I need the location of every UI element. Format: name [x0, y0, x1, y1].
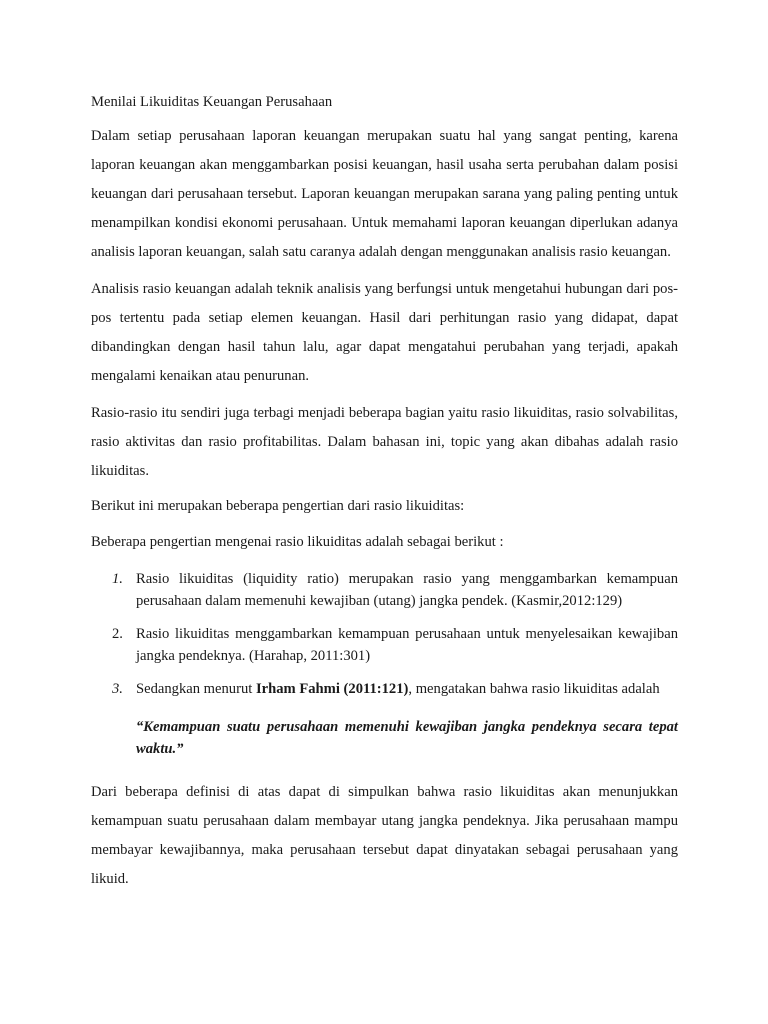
list-item-text: Rasio likuiditas (liquidity ratio) merupakan rasio yang menggambarkan kemampuan perusahaan dalam memenuhi kewajiban (utang) jangka pendek. (Kasmir,2012:129) [136, 571, 678, 609]
list-item-text: Rasio likuiditas menggambarkan kemampuan perusahaan untuk menyelesaikan kewajiban jangka pendeknya. (Harahap, 2011:301) [136, 626, 678, 664]
list-number: 2. [112, 626, 123, 642]
list-number: 3. [112, 681, 123, 697]
paragraph-conclusion: Dari beberapa definisi di atas dapat di simpulkan bahwa rasio likuiditas akan menunjukkan kemampuan suatu perusahaan dalam membayar utang jangka pendeknya. Jika perusahaan mampu membayar kewajibannya, maka perusahaan tersebut dapat dinyatakan sebagai perusahaan yang likuid. [91, 784, 678, 887]
list-item [91, 678, 678, 700]
document-title: Menilai Likuiditas Keuangan Perusahaan [91, 94, 333, 110]
document-body [91, 90, 678, 902]
list-item [91, 568, 678, 612]
paragraph-intro: Dalam setiap perusahaan laporan keuangan merupakan suatu hal yang sangat penting, karena laporan keuangan akan menggambarkan posisi keuangan, hasil usaha serta perubahan dalam posisi keuangan dari perusahaan tersebut. Laporan keuangan merupakan sarana yang paling penting untuk menampilkan kondisi ekonomi perusahaan. Untuk memahami laporan keuangan diperlukan adanya analisis laporan keuangan, salah satu caranya adalah dengan menggunakan analisis rasio keuangan. [91, 128, 678, 260]
paragraph-ratio-analysis: Analisis rasio keuangan adalah teknik analisis yang berfungsi untuk mengetahui hubungan dari pos-pos tertentu pada setiap elemen keuangan. Hasil dari perhitungan rasio yang didapat, dapat dibandingkan dengan hasil tahun lalu, agar dapat mengatahui perubahan yang terjadi, apakah mengalami kenaikan atau penurunan. [91, 281, 678, 384]
list-item-text-before: Sedangkan menurut [136, 681, 256, 697]
list-item [91, 623, 678, 667]
list-number: 1. [112, 571, 123, 587]
intro-line-definitions: Berikut ini merupakan beberapa pengertian dari rasio likuiditas: [91, 498, 465, 514]
paragraph-ratio-types: Rasio-rasio itu sendiri juga terbagi menjadi beberapa bagian yaitu rasio likuiditas, rasio solvabilitas, rasio aktivitas dan rasio profitabilitas. Dalam bahasan ini, topic yang akan dibahas adalah rasio likuiditas. [91, 405, 678, 479]
intro-line-list: Beberapa pengertian mengenai rasio likuiditas adalah sebagai berikut : [91, 534, 504, 550]
list-item-text-after: , mengatakan bahwa rasio likuiditas adalah [408, 681, 660, 697]
definition-quote: “Kemampuan suatu perusahaan memenuhi kewajiban jangka pendeknya secara tepat waktu.” [136, 719, 678, 757]
citation-author: Irham Fahmi (2011:121) [255, 681, 409, 697]
definition-list [91, 568, 678, 700]
